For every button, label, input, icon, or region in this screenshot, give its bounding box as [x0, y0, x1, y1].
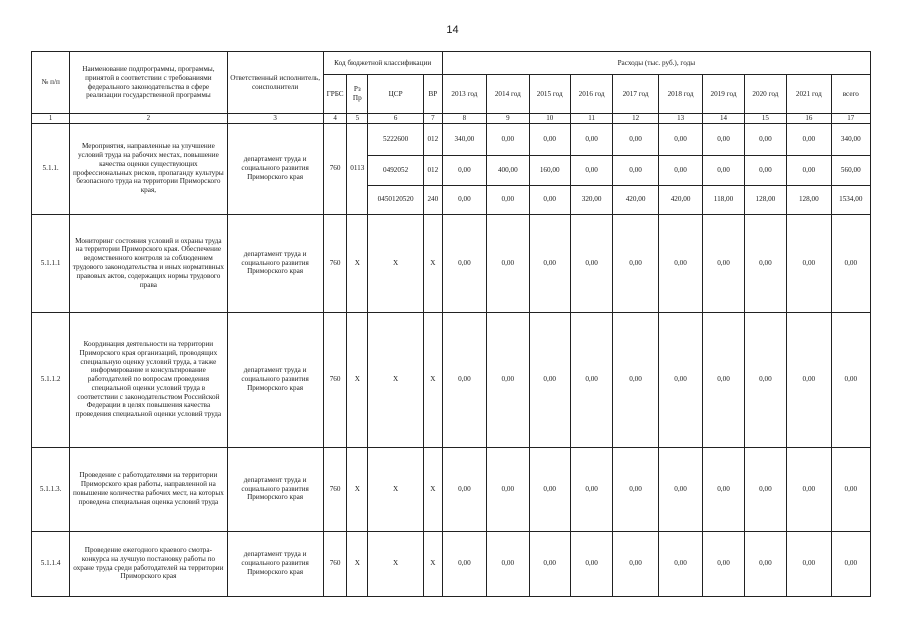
grbs-code: 760: [323, 531, 347, 596]
expense-value: 0,00: [787, 155, 831, 185]
grbs-code: 760: [323, 312, 347, 447]
column-index: 12: [613, 114, 659, 124]
header-year: 2016 год: [570, 75, 612, 114]
expense-value: 0,00: [529, 123, 570, 155]
expense-value: 320,00: [570, 185, 612, 214]
row-number: 5.1.1.2: [32, 312, 70, 447]
vr-code: X: [424, 214, 443, 312]
rzpr-code: 0113: [347, 123, 368, 214]
column-index: 1: [32, 114, 70, 124]
rzpr-code: X: [347, 214, 368, 312]
grbs-code: 760: [323, 447, 347, 531]
header-budget-classification: Код бюджетной классификации: [323, 52, 442, 75]
expense-value: 0,00: [529, 447, 570, 531]
expense-value: 0,00: [487, 531, 529, 596]
expense-value: 0,00: [442, 214, 486, 312]
header-year: 2021 год: [787, 75, 831, 114]
header-csr: ЦСР: [368, 75, 424, 114]
measure-name: Мониторинг состояния условий и охраны труда на территории Приморского края. Обеспечение ведомственного контроля за соблюдением трудового законодательства и иных нормативных правовых актов, содержащих нормы трудового права: [70, 214, 227, 312]
column-index: 14: [703, 114, 744, 124]
expense-value: 0,00: [744, 214, 786, 312]
column-index-row: [32, 114, 871, 124]
expense-total: 1534,00: [831, 185, 870, 214]
header-grbs: ГРБС: [323, 75, 347, 114]
expense-value: 0,00: [613, 531, 659, 596]
expense-value: 0,00: [787, 214, 831, 312]
header-year: 2013 год: [442, 75, 486, 114]
expense-total: 0,00: [831, 214, 870, 312]
expense-value: 0,00: [442, 185, 486, 214]
row-number: 5.1.1.4: [32, 531, 70, 596]
responsible-executor: департамент труда и социального развития Приморского края: [227, 447, 323, 531]
row-number: 5.1.1.3.: [32, 447, 70, 531]
column-index: 7: [424, 114, 443, 124]
expense-value: 0,00: [442, 155, 486, 185]
header-executor: Ответственный исполнитель, соисполнители: [227, 52, 323, 114]
measure-name: Проведение с работодателями на территории Приморского края работы, направленной на повышение количества рабочих мест, на которых проведена специальная оценка условий труда: [70, 447, 227, 531]
expense-value: 340,00: [442, 123, 486, 155]
column-index: 2: [70, 114, 227, 124]
row-number: 5.1.1.1: [32, 214, 70, 312]
column-index: 6: [368, 114, 424, 124]
header-total: всего: [831, 75, 870, 114]
vr-code: X: [424, 531, 443, 596]
expense-total: 0,00: [831, 447, 870, 531]
responsible-executor: департамент труда и социального развития Приморского края: [227, 214, 323, 312]
header-year: 2015 год: [529, 75, 570, 114]
expense-value: 0,00: [613, 447, 659, 531]
csr-code: X: [368, 447, 424, 531]
header-vr: ВР: [424, 75, 443, 114]
rzpr-code: X: [347, 531, 368, 596]
expense-value: 0,00: [658, 123, 702, 155]
expense-value: 128,00: [787, 185, 831, 214]
expense-value: 0,00: [487, 312, 529, 447]
expense-value: 0,00: [613, 312, 659, 447]
header-program-name: Наименование подпрограммы, программы, принятой в соответствии с требованиями федерального законодательства в сфере реализации государственной программы: [70, 52, 227, 114]
expense-value: 0,00: [487, 447, 529, 531]
header-year: 2020 год: [744, 75, 786, 114]
expense-value: 0,00: [529, 214, 570, 312]
expense-value: 0,00: [487, 185, 529, 214]
expense-value: 0,00: [613, 155, 659, 185]
header-expenses: Расходы (тыс. руб.), годы: [442, 52, 870, 75]
rzpr-code: X: [347, 312, 368, 447]
expense-value: 0,00: [442, 531, 486, 596]
grbs-code: 760: [323, 123, 347, 214]
expense-value: 0,00: [570, 531, 612, 596]
csr-code: X: [368, 531, 424, 596]
expense-value: 0,00: [529, 185, 570, 214]
expense-value: 0,00: [658, 155, 702, 185]
expense-value: 0,00: [703, 155, 744, 185]
expense-total: 340,00: [831, 123, 870, 155]
measure-name: Проведение ежегодного краевого смотра-конкурса на лучшую постановку работы по охране труда среди работодателей на территории Приморского края: [70, 531, 227, 596]
column-index: 9: [487, 114, 529, 124]
expense-value: 0,00: [487, 123, 529, 155]
column-index: 11: [570, 114, 612, 124]
vr-code: 240: [424, 185, 443, 214]
expense-value: 0,00: [658, 214, 702, 312]
table-row: [32, 214, 871, 312]
expense-value: 0,00: [658, 531, 702, 596]
header-rzpr: Рз Пр: [347, 75, 368, 114]
expense-value: 0,00: [703, 447, 744, 531]
rzpr-code: X: [347, 447, 368, 531]
expense-total: 0,00: [831, 312, 870, 447]
expense-value: 0,00: [703, 312, 744, 447]
column-index: 17: [831, 114, 870, 124]
measure-name: Координация деятельности на территории Приморского края организаций, проводящих специальную оценку условий труда, а также информирование и консультирование работодателей по вопросам проведения специальной оценки условий труда в соответствии с законодательством Российской Федерации в целях повышения качества проведения специальной оценки условий труда: [70, 312, 227, 447]
expense-value: 0,00: [787, 531, 831, 596]
expenses-table: [31, 51, 871, 597]
expense-value: 0,00: [658, 312, 702, 447]
vr-code: X: [424, 312, 443, 447]
expense-value: 0,00: [744, 123, 786, 155]
expense-value: 0,00: [703, 123, 744, 155]
csr-code: 0450120520: [368, 185, 424, 214]
csr-code: 5222600: [368, 123, 424, 155]
expense-value: 0,00: [487, 214, 529, 312]
measure-name: Мероприятия, направленные на улучшение условий труда на рабочих местах, повышение качества оценки существующих профессиональных рисков, пропаганду культуры безопасного труда на территории Приморского края,: [70, 123, 227, 214]
column-index: 4: [323, 114, 347, 124]
header-number: № п/п: [32, 52, 70, 114]
column-index: 15: [744, 114, 786, 124]
expense-value: 0,00: [703, 214, 744, 312]
expense-value: 0,00: [570, 123, 612, 155]
csr-code: 0492052: [368, 155, 424, 185]
expense-value: 0,00: [744, 312, 786, 447]
expense-value: 0,00: [658, 447, 702, 531]
vr-code: X: [424, 447, 443, 531]
expense-value: 160,00: [529, 155, 570, 185]
header-year: 2018 год: [658, 75, 702, 114]
expense-total: 560,00: [831, 155, 870, 185]
expense-value: 0,00: [570, 312, 612, 447]
column-index: 3: [227, 114, 323, 124]
expense-value: 0,00: [442, 312, 486, 447]
row-number: 5.1.1.: [32, 123, 70, 214]
expense-value: 0,00: [703, 531, 744, 596]
expense-value: 0,00: [442, 447, 486, 531]
expense-value: 0,00: [529, 531, 570, 596]
expense-value: 0,00: [529, 312, 570, 447]
expense-value: 0,00: [787, 447, 831, 531]
expense-value: 0,00: [744, 155, 786, 185]
grbs-code: 760: [323, 214, 347, 312]
table-row: [32, 447, 871, 531]
expense-value: 0,00: [570, 155, 612, 185]
responsible-executor: департамент труда и социального развития Приморского края: [227, 312, 323, 447]
csr-code: X: [368, 312, 424, 447]
header-year: 2014 год: [487, 75, 529, 114]
expense-value: 128,00: [744, 185, 786, 214]
table-row: [32, 312, 871, 447]
header-year: 2019 год: [703, 75, 744, 114]
column-index: 10: [529, 114, 570, 124]
responsible-executor: департамент труда и социального развития Приморского края: [227, 123, 323, 214]
expense-value: 0,00: [570, 447, 612, 531]
vr-code: 012: [424, 123, 443, 155]
responsible-executor: департамент труда и социального развития Приморского края: [227, 531, 323, 596]
expense-value: 0,00: [613, 123, 659, 155]
vr-code: 012: [424, 155, 443, 185]
expense-value: 0,00: [570, 214, 612, 312]
expense-value: 420,00: [613, 185, 659, 214]
column-index: 13: [658, 114, 702, 124]
csr-code: X: [368, 214, 424, 312]
page-number: 14: [446, 24, 459, 36]
expense-value: 0,00: [787, 312, 831, 447]
expense-value: 0,00: [744, 531, 786, 596]
header-year: 2017 год: [613, 75, 659, 114]
column-index: 16: [787, 114, 831, 124]
expense-total: 0,00: [831, 531, 870, 596]
expense-value: 118,00: [703, 185, 744, 214]
expense-value: 0,00: [787, 123, 831, 155]
expense-value: 0,00: [744, 447, 786, 531]
column-index: 5: [347, 114, 368, 124]
expense-value: 400,00: [487, 155, 529, 185]
table-row: [32, 123, 871, 155]
expense-value: 420,00: [658, 185, 702, 214]
expense-value: 0,00: [613, 214, 659, 312]
column-index: 8: [442, 114, 486, 124]
table-row: [32, 531, 871, 596]
